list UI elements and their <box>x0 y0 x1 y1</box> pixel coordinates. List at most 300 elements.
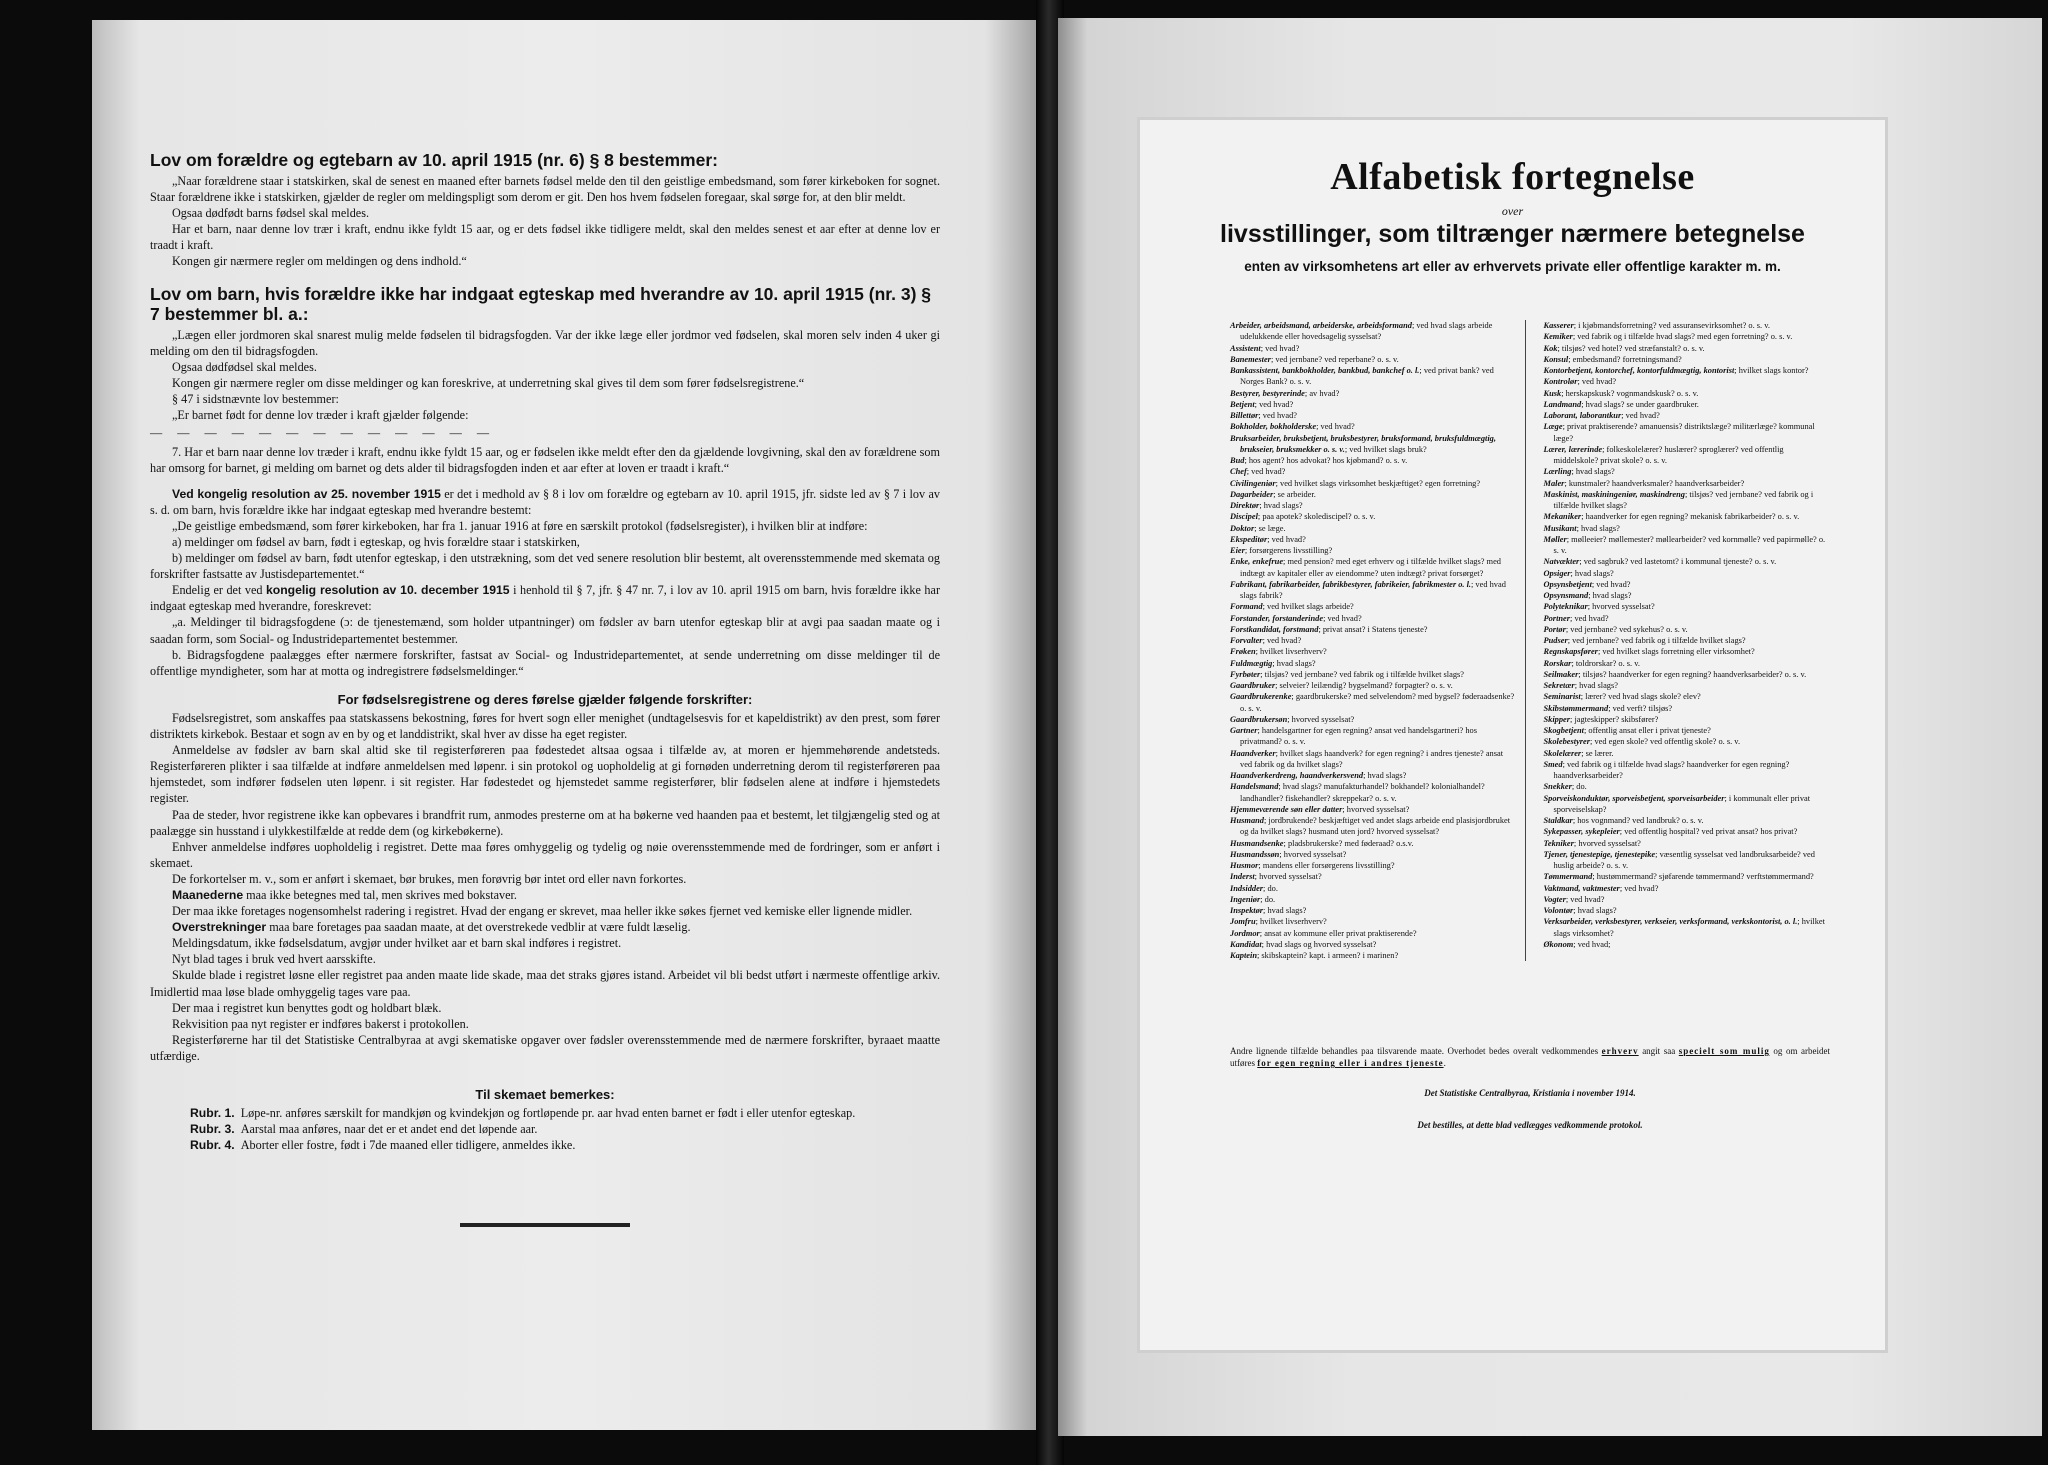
occupation-term: Vaktmand, vaktmester <box>1543 883 1620 893</box>
occupation-entry <box>1230 883 1517 894</box>
occupation-entry <box>1230 511 1517 522</box>
occupation-note: ; handelsgartner for egen regning? ansat ved handelsgartneri? hos privatmand? o. s. v. <box>1240 726 1477 747</box>
occupation-note: ; ved hvad? <box>1323 613 1362 623</box>
paragraph-text: i henhold til § 7, jfr. § 47 nr. 7, i lov av 10. april 1915 om barn, hvis forældre ikke har indgaat egteskap med hverandre, foreskrevet: <box>150 583 940 614</box>
rubric-text: Aarstal maa anføres, naar det er et andet end det løpende aar. <box>240 1122 538 1137</box>
sheet-signature: Det Statistiske Centralbyraa, Kristiania i november 1914. <box>1424 1088 1636 1098</box>
paragraph: Rekvisition paa nyt register er indføres bakerst i protokollen. <box>172 1016 469 1031</box>
heading-law-1: Lov om forældre og egtebarn av 10. april 1915 (nr. 6) § 8 bestemmer: <box>150 150 718 170</box>
occupation-entry <box>1544 691 1831 702</box>
occupation-term: Polyteknikar <box>1543 602 1588 612</box>
occupation-term: Skibstømmermand <box>1543 703 1609 713</box>
occupation-entry <box>1544 725 1831 736</box>
paragraph: Registerførerne har til det Statistiske Centralbyraa at avgi skematiske opgaver over fødsler overensstemmende med de nærmere forskrifter, byraaet maatte utfærdige. <box>150 1032 940 1063</box>
occupation-entry <box>1544 849 1831 872</box>
occupation-note: ; forsørgerens livsstilling? <box>1244 546 1333 555</box>
occupation-term: Betjent <box>1230 399 1255 409</box>
occupation-entry <box>1230 916 1517 927</box>
occupation-entry <box>1230 624 1517 635</box>
occupation-entry <box>1544 343 1831 354</box>
occupation-note: ; privat ansat? i Statens tjeneste? <box>1318 624 1428 634</box>
occupation-term: Læge <box>1543 422 1563 432</box>
occupation-note: ; ved verft? tilsjøs? <box>1608 703 1673 713</box>
occupation-term: Inderst <box>1230 872 1255 882</box>
occupation-note: ; ved hvad? <box>1621 411 1660 420</box>
sheet-note: Det bestilles, at dette blad vedlægges vedkommende protokol. <box>1417 1120 1643 1130</box>
occupation-entry <box>1544 669 1831 680</box>
paragraph-text: Endelig er det ved <box>172 583 266 598</box>
section-heading: For fødselsregistrene og deres førelse gjælder følgende forskrifter: <box>337 691 753 707</box>
occupation-entry <box>1544 680 1831 691</box>
occupation-note: ; privat praktiserende? amanuensis? distriktslæge? militærlæge? kommunal læge? <box>1553 422 1815 443</box>
occupation-note: ; lærer? ved hvad slags skole? elev? <box>1580 692 1701 702</box>
occupation-note: ; mølleeier? møllemester? møllearbeider? ved kornmølle? ved papirmølle? o. s. v. <box>1553 534 1826 555</box>
occupation-note: ; ved hvad? <box>1591 579 1631 589</box>
occupation-note: ; hvad slags? <box>1272 658 1316 668</box>
occupation-note: ; folkeskolelærer? huslærer? sproglærer? ved offentlig middelskole? privat skole? o. s. v. <box>1553 444 1784 465</box>
occupation-entry <box>1544 635 1831 646</box>
occupation-term: Dagarbeider <box>1230 489 1274 499</box>
occupation-note: ; mandens eller forsørgerens livsstilling? <box>1258 861 1395 870</box>
occupation-note: ; hos vognmand? ved landbruk? o. s. v. <box>1572 816 1704 825</box>
occupation-term: Fuldmægtig <box>1230 658 1273 668</box>
heading-law-2: Lov om barn, hvis forældre ikke har indgaat egteskap med hverandre av 10. april 1915 (nr. 3) § 7 bestemmer bl. a.: <box>150 283 931 325</box>
paragraph: Kongen gir nærmere regler om meldingen og dens indhold.“ <box>172 254 467 269</box>
occupation-term: Kandidat <box>1230 939 1262 949</box>
occupation-note: ; ved hvilket slags bruk? <box>1344 444 1427 454</box>
occupation-note: ; hvad slags? manufakturhandel? bokhandel? kolonialhandel? landhandler? fiskehandler? skreppekar? o. s. v. <box>1240 782 1485 803</box>
occupation-entry <box>1230 613 1517 624</box>
occupation-entry <box>1544 478 1831 489</box>
list-item-b: b. Bidragsfogdene paalægges efter nærmere forskrifter, fastsat av Social- og Industridepartementet, at sende underretning om disse meldinger til de offentlige myndigheter, som har at motta og indregistrere fødselsmeldinger.“ <box>150 647 940 678</box>
occupation-entry <box>1230 691 1517 714</box>
paragraph: Har et barn, naar denne lov trær i kraft, endnu ikke fyldt 15 aar, og er dets fødsel ikke tidligere meldt, skal den meldes senest et aar efter at denne lov er traadt i kraft. <box>150 222 940 253</box>
occupation-term: Discipel <box>1230 512 1258 522</box>
occupation-term: Portør <box>1543 624 1566 634</box>
occupation-term: Forstander, forstanderinde <box>1230 613 1324 623</box>
occupation-term: Kaptein <box>1230 951 1257 960</box>
occupation-note: ; hvorved sysselsat? <box>1287 714 1355 724</box>
occupation-note: ; ved jernbane? ved sykehus? o. s. v. <box>1565 624 1688 634</box>
occupation-entry <box>1230 860 1517 871</box>
occupation-note: ; paa apotek? skolediscipel? o. s. v. <box>1257 512 1376 522</box>
occupation-entry <box>1544 365 1831 376</box>
occupation-term: Handelsmand <box>1230 782 1279 792</box>
occupation-note: ; ved jernbane? ved reperbane? o. s. v. <box>1270 354 1399 364</box>
paragraph: Enhver anmeldelse indføres uopholdelig i registret. Dette maa føres omhyggelig og tydelig og nøie overensstemmende med de fordringer, som er anført i skemaet. <box>150 839 940 870</box>
occupation-note: ; ved sagbruk? ved lastetomt? i kommunal tjeneste? o. s. v. <box>1579 557 1777 567</box>
occupation-term: Ekspeditør <box>1230 534 1268 544</box>
occupation-note: ; ved hvad? <box>1570 613 1609 623</box>
occupation-entry <box>1230 500 1517 511</box>
occupation-entry <box>1544 354 1831 365</box>
occupation-entry <box>1544 579 1831 590</box>
occupation-entry <box>1544 703 1831 714</box>
paragraph: § 47 i sidstnævnte lov bestemmer: <box>172 392 339 407</box>
occupation-note: ; tilsjøs? ved jernbane? ved fabrik og i tilfælde hvilket slags? <box>1260 669 1464 679</box>
occupation-term: Chef <box>1230 467 1247 477</box>
occupation-note: ; se læge. <box>1254 523 1286 533</box>
rubric-list <box>150 1105 940 1153</box>
occupation-note: ; se lærer. <box>1581 748 1614 758</box>
occupation-note: ; ved hvad? <box>1254 399 1294 409</box>
occupation-term: Forvalter <box>1230 636 1263 645</box>
occupation-note: ; ved hvad? <box>1267 534 1306 544</box>
occupation-entry <box>1544 871 1831 882</box>
foot-text: Andre lignende tilfælde behandles paa tilsvarende maate. Overhodet bedes overalt vedkommendes <box>1230 1046 1602 1056</box>
occupation-term: Lærling <box>1543 467 1572 477</box>
occupation-entry <box>1230 838 1517 849</box>
occupation-entry <box>1230 556 1517 579</box>
foot-text: angit saa <box>1638 1046 1679 1056</box>
occupation-term: Direktør <box>1230 501 1260 510</box>
occupation-entry <box>1544 590 1831 601</box>
occupation-term: Bruksarbeider, bruksbetjent, bruksbestyrer, bruksformand, bruksfuldmægtig, brukseier, bruksmekker o. s. v. <box>1230 433 1496 454</box>
occupation-note: ; hustømmermand? sjøfarende tømmermand? verftstømmermand? <box>1592 872 1814 882</box>
occupation-entry <box>1230 905 1517 916</box>
occupation-note: ; ved hvad? <box>1246 467 1286 477</box>
occupation-entry <box>1544 748 1831 759</box>
foot-text: . <box>1443 1058 1446 1069</box>
occupation-term: Haandverker <box>1230 748 1276 758</box>
occupation-term: Sykepasser, sykepleier <box>1543 827 1620 837</box>
occupation-column-right <box>1544 320 1831 961</box>
occupation-entry <box>1230 669 1517 680</box>
rubric-item <box>150 1105 940 1121</box>
occupation-note: ; ved hvad? <box>1260 343 1300 353</box>
occupation-note: ; hvad slags? <box>1363 771 1407 780</box>
occupation-note: ; hvorved sysselsat? <box>1279 849 1347 859</box>
occupation-term: Konsul <box>1543 354 1569 364</box>
occupation-note: ; hvilket slags virksomhet? <box>1553 917 1825 938</box>
occupation-note: ; hvorved sysselsat? <box>1254 872 1322 882</box>
paragraph-text: maa bare foretages paa saadan maate, at det overstrekede vedblir at være fuldt læselig. <box>266 920 691 935</box>
inserted-sheet <box>1140 120 1885 1350</box>
occupation-term: Forstkandidat, forstmand <box>1230 624 1319 634</box>
occupation-term: Økonom <box>1543 939 1574 949</box>
occupation-term: Haandverkerdreng, haandverkersvend <box>1230 771 1364 780</box>
occupation-entry <box>1544 613 1831 624</box>
occupation-entry <box>1230 354 1517 365</box>
occupation-entry <box>1230 939 1517 950</box>
occupation-entry <box>1544 916 1831 939</box>
occupation-entry <box>1544 826 1831 837</box>
occupation-entry <box>1544 793 1831 816</box>
occupation-term: Doktor <box>1230 523 1255 533</box>
occupation-entry <box>1230 545 1517 556</box>
occupation-term: Regnskapsfører <box>1543 647 1598 657</box>
occupation-term: Snekker <box>1543 782 1572 792</box>
occupation-term: Bankassistent, bankbokholder, bankbud, bankchef o. l. <box>1230 366 1420 375</box>
occupation-term: Fabrikant, fabrikarbeider, fabrikbestyrer, fabrikeier, fabrikmester o. l. <box>1230 579 1472 589</box>
occupation-entry <box>1544 883 1831 894</box>
occupation-entry <box>1230 928 1517 939</box>
occupation-note: ; hvad slags? <box>1259 501 1303 510</box>
occupation-term: Jomfru <box>1230 917 1256 927</box>
occupation-entry <box>1230 950 1517 961</box>
occupation-note: ; herskapskusk? vognmandskusk? o. s. v. <box>1561 388 1699 398</box>
occupation-entry <box>1230 635 1517 646</box>
occupation-note: ; jordbrukende? beskjæftiget ved andet slags arbeide end plasisjordbruket og da hvilket slags? husmand uten jord? hvorved sysselsat? <box>1240 816 1511 837</box>
occupation-note: ; tilsjøs? haandverker for egen regning? haandverksarbeider? o. s. v. <box>1578 669 1807 679</box>
sheet-subtitle-2: enten av virksomhetens art eller av erhvervets private eller offentlige karakter m. m. <box>1244 259 1781 274</box>
occupation-note: ; do. <box>1263 883 1278 893</box>
occupation-entry <box>1230 601 1517 612</box>
occupation-term: Smed <box>1543 759 1563 769</box>
occupation-entry <box>1544 714 1831 725</box>
occupation-note: ; ved fabrik og i tilfælde hvad slags? haandverker for egen regning? haandverksarbeider? <box>1553 759 1790 780</box>
occupation-entry <box>1544 658 1831 669</box>
paragraph: Meldingsdatum, ikke fødselsdatum, avgjør under hvilket aar et barn skal indføres i registret. <box>172 936 622 951</box>
occupation-term: Kemiker <box>1543 332 1573 342</box>
occupation-entry <box>1230 579 1517 602</box>
occupation-column-left <box>1230 320 1526 961</box>
paragraph: Der maa i registret kun benyttes godt og holdbart blæk. <box>172 1000 442 1015</box>
rubric-label: Rubr. 3. <box>190 1122 235 1137</box>
paragraph: 7. Har et barn naar denne lov træder i kraft, endnu ikke fyldt 15 aar, og er fødselen ikke meldt efter den da gjældende lovgivning, skal den av forældrene som har omsorg for barnet, gi melding om barnet og dets alder til bidragsfogden inden et aar efter at loven er traadt i kraft.“ <box>150 444 940 475</box>
occupation-term: Ingeniør <box>1230 894 1261 904</box>
occupation-note: ; hvad slags? <box>1570 568 1614 578</box>
bold-lead: kongelig resolution av 10. december 1915 <box>266 583 510 598</box>
paragraph: Fødselsregistret, som anskaffes paa statskassens bekostning, føres for hvert sogn eller menighet (undtagelsesvis for et kapeldistrikt) av den prest, som fører distriktets kirkebok. Bestaar et sogn av en by og et landdistrikt, skal hver av disse ha eget register. <box>150 710 940 742</box>
occupation-term: Skolelærer <box>1543 748 1582 758</box>
foot-text: og om arbeidet utføres <box>1230 1046 1830 1069</box>
occupation-term: Møller <box>1543 534 1567 544</box>
occupation-entry <box>1544 568 1831 579</box>
occupation-note: ; tilsjøs? ved hotel? ved stræfanstalt? o. s. v. <box>1557 343 1705 353</box>
occupation-term: Gaardbrukerenke <box>1230 692 1292 702</box>
paragraph <box>150 919 940 935</box>
paragraph-resolution-1 <box>150 486 940 518</box>
occupation-entry <box>1544 781 1831 792</box>
occupation-term: Opsiger <box>1543 568 1571 578</box>
occupation-note: ; ved hvad slags fabrik? <box>1240 579 1506 600</box>
occupation-term: Sporveiskonduktør, sporveisbetjent, sporveisarbeider <box>1543 793 1725 803</box>
occupation-note: ; ved hvad? <box>1619 883 1659 893</box>
occupation-entry <box>1230 781 1517 804</box>
occupation-note: ; hvad slags? <box>1573 906 1617 915</box>
occupation-term: Assistent <box>1230 343 1261 353</box>
occupation-note: ; ved egen skole? ved offentlig skole? o. s. v. <box>1590 737 1741 747</box>
sheet-subtitle: livsstillinger, som tiltrænger nærmere betegnelse <box>1220 220 1805 248</box>
occupation-term: Skogbetjent <box>1543 726 1584 735</box>
paragraph: „Lægen eller jordmoren skal snarest mulig melde fødselen til bidragsfogden. Var der ikke læge eller jordmor ved fødselen, skal moren selv inden 4 uker gi melding om den til bidragsfogden. <box>150 327 940 358</box>
occupation-entry <box>1230 365 1517 388</box>
paragraph: „De geistlige embedsmænd, som fører kirkeboken, har fra 1. januar 1916 at føre en særskilt protokol (fødselsregister), i hvilken blir at indføre: <box>172 518 868 533</box>
occupation-entry <box>1544 388 1831 399</box>
occupation-note: ; ved hvilket slags forretning eller virksomhet? <box>1597 647 1755 657</box>
occupation-term: Maler <box>1543 478 1565 488</box>
occupation-note: ; hvilket slags kontor? <box>1734 366 1809 375</box>
occupation-note: ; se arbeider. <box>1273 489 1316 499</box>
occupation-note: ; ved hvad slags arbeide udelukkende eller hovedsagelig sysselsat? <box>1240 321 1493 342</box>
occupation-term: Gartner <box>1230 726 1258 735</box>
occupation-term: Tekniker <box>1543 838 1574 848</box>
divider-bar <box>460 1223 630 1227</box>
occupation-note: ; ved hvad? <box>1316 422 1355 432</box>
occupation-note: ; hvad slags? <box>1263 906 1307 915</box>
foot-emph: for egen regning eller i andres tjeneste <box>1257 1058 1444 1069</box>
occupation-entry <box>1230 455 1517 466</box>
occupation-term: Civilingeniør <box>1230 478 1276 488</box>
occupation-entry <box>1230 343 1517 354</box>
occupation-term: Seminarist <box>1543 692 1581 702</box>
paragraph: Nyt blad tages i bruk ved hvert aarsskifte. <box>172 952 376 967</box>
occupation-entry <box>1544 534 1831 557</box>
occupation-entry <box>1544 523 1831 534</box>
occupation-term: Kok <box>1543 343 1558 353</box>
occupation-entry <box>1544 601 1831 612</box>
paragraph: Kongen gir nærmere regler om disse meldinger og kan foreskrive, at underretning skal gives til dem som fører fødselsregistrene.“ <box>172 376 805 391</box>
occupation-entry <box>1544 939 1831 950</box>
occupation-note: ; hvilket livserhverv? <box>1255 917 1327 927</box>
occupation-note: ; ved hvilket slags virksomhet beskjæftiget? egen forretning? <box>1275 478 1481 488</box>
occupation-term: Laborant, laborantkur <box>1543 411 1622 420</box>
occupation-term: Portner <box>1543 613 1571 623</box>
occupation-term: Kasserer <box>1543 321 1574 330</box>
occupation-entry <box>1230 489 1517 500</box>
occupation-entry <box>1230 320 1517 343</box>
occupation-entry <box>1230 804 1517 815</box>
occupation-entry <box>1230 399 1517 410</box>
occupation-note: ; hvorved sysselsat? <box>1342 804 1410 814</box>
occupation-entry <box>1230 815 1517 838</box>
rubric-text: Løpe-nr. anføres særskilt for mandkjøn og kvindekjøn og fortløpende pr. aar hvad enten barnet er født i eller utenfor egteskap. <box>240 1106 856 1121</box>
occupation-note: ; ved hvad; <box>1573 939 1611 949</box>
occupation-term: Landmand <box>1543 399 1582 409</box>
occupation-note: ; ved hvad? <box>1577 377 1617 387</box>
sheet-over: over <box>1501 204 1524 218</box>
occupation-term: Rorskar <box>1543 658 1572 668</box>
occupation-term: Gaardbruker <box>1230 681 1276 690</box>
occupation-entry <box>1230 680 1517 691</box>
occupation-entry <box>1544 736 1831 747</box>
paragraph: „Er barnet født for denne lov træder i kraft gjælder følgende: <box>172 408 469 423</box>
occupation-entry <box>1230 646 1517 657</box>
occupation-term: Tømmermand <box>1543 872 1593 882</box>
bold-lead: Overstrekninger <box>172 920 267 935</box>
occupation-term: Mekaniker <box>1543 512 1582 522</box>
occupation-entry <box>1544 894 1831 905</box>
occupation-term: Inspektør <box>1230 906 1264 915</box>
occupation-note: ; tilsjøs? ved jernbane? ved fabrik og i tilfælde hvilket slags? <box>1553 489 1814 510</box>
occupation-note: ; ved hvad? <box>1262 636 1302 645</box>
occupation-entry <box>1544 444 1831 467</box>
occupation-term: Lærer, lærerinde <box>1543 444 1603 454</box>
occupation-entry <box>1544 399 1831 410</box>
occupation-entry <box>1230 466 1517 477</box>
occupation-note: ; i kommunalt eller privat sporveiselskap? <box>1553 793 1811 814</box>
occupation-entry <box>1544 410 1831 421</box>
occupation-entry <box>1544 646 1831 657</box>
occupation-term: Bestyrer, bestyrerinde <box>1230 388 1305 398</box>
occupation-note: ; av hvad? <box>1304 388 1340 398</box>
paragraph: De forkortelser m. v., som er anført i skemaet, bør brukes, men forøvrig bør intet ord eller navn forkortes. <box>172 871 687 886</box>
rubric-item <box>150 1121 940 1137</box>
occupation-note: ; ved hvilket slags arbeide? <box>1262 602 1354 612</box>
paragraph: Anmeldelse av fødsler av barn skal altid ske til registerføreren paa fødestedet altsaa ogsaa i tilfælde av, at moren er hjemmehørende andetsteds. Registerføreren plikter i saa tilfælde at indføre anmeldelsen med løpenr. i sin protokol og uopholdelig at gi fornøden underretning derom til registerføreren paa hjemstedet, som indfører fødselen uten løpenr. i sit register. Har fødestedet og hjemstedet samme registerfører, blir fødselen alene at indføre i hjemstedets register. <box>150 743 940 806</box>
rubric-label: Rubr. 4. <box>190 1138 235 1153</box>
occupation-entry <box>1544 320 1831 331</box>
occupation-note: ; hvad slags? <box>1576 523 1620 533</box>
occupation-note: ; hvad slags? <box>1574 681 1618 690</box>
occupation-entry <box>1544 489 1831 512</box>
occupation-note: ; skibskaptein? kapt. i armeen? i marinen? <box>1257 951 1399 960</box>
sheet-title: Alfabetisk fortegnelse <box>1330 156 1695 198</box>
occupation-term: Husmand <box>1230 816 1264 825</box>
occupation-note: ; væsentlig sysselsat ved landbruksarbeide? ved huslig arbeide? o. s. v. <box>1553 849 1815 870</box>
occupation-entry <box>1230 894 1517 905</box>
occupation-entry <box>1544 466 1831 477</box>
occupation-term: Banemester <box>1230 354 1271 364</box>
rubric-label: Rubr. 1. <box>190 1106 235 1121</box>
occupation-term: Kontrolør <box>1543 377 1578 387</box>
dash-separator: — — — — — — — — — — — — — <box>150 426 495 441</box>
occupation-term: Kusk <box>1543 388 1562 398</box>
occupation-note: ; pladsbrukerske? med føderaad? o.s.v. <box>1283 838 1414 848</box>
occupation-entry <box>1230 770 1517 781</box>
occupation-term: Jordmor <box>1230 928 1260 938</box>
occupation-entry <box>1230 421 1517 432</box>
occupation-note: ; haandverker for egen regning? mekanisk fabrikarbeider? o. s. v. <box>1581 512 1800 522</box>
occupation-term: Seilmaker <box>1543 669 1579 679</box>
occupation-entry <box>1230 871 1517 882</box>
occupation-note: ; ved hvad? <box>1565 894 1605 904</box>
occupation-note: ; toldrorskar? o. s. v. <box>1571 658 1640 668</box>
paragraph-resolution-2 <box>150 582 940 614</box>
occupation-note: ; hvad slags og hvorved sysselsat? <box>1261 939 1377 949</box>
occupation-entry <box>1544 759 1831 782</box>
occupation-term: Formand <box>1230 602 1263 612</box>
occupation-note: ; hos agent? hos advokat? hos kjøbmand? o. s. v. <box>1244 456 1408 465</box>
occupation-note: ; kunstmaler? haandverksmaler? haandverksarbeider? <box>1564 478 1745 488</box>
occupation-note: ; i kjøbmandsforretning? ved assuransevirksomhet? o. s. v. <box>1573 321 1770 330</box>
occupation-term: Hjemmeværende søn eller datter <box>1230 804 1343 814</box>
occupation-entry <box>1544 511 1831 522</box>
occupation-term: Volontør <box>1543 906 1574 915</box>
list-item-b: b) meldinger om fødsel av barn, født utenfor egteskap, i den utstrækning, som det ved senere resolution blir bestemt, alt overensstemmende med skemata og forskrifter fastsatte av Justisdepartementet.“ <box>150 551 940 582</box>
occupation-note: ; hvilket livserhverv? <box>1255 647 1327 657</box>
occupation-term: Maskinist, maskiningeniør, maskindreng <box>1543 489 1685 499</box>
occupation-entry <box>1230 748 1517 771</box>
occupation-entry <box>1544 376 1831 387</box>
occupation-term: Bokholder, bokholderske <box>1230 422 1317 432</box>
occupation-term: Staldkar <box>1543 816 1573 825</box>
occupation-entry <box>1544 815 1831 826</box>
occupation-term: Gaardbrukersøn <box>1230 714 1288 724</box>
occupation-note: ; jagteskipper? skibsfører? <box>1570 714 1659 724</box>
occupation-note: ; ansat av kommune eller privat praktiserende? <box>1259 928 1417 938</box>
occupation-entry <box>1544 624 1831 635</box>
occupation-term: Tjener, tjenestepige, tjenestepike <box>1543 849 1656 859</box>
occupation-note: ; do. <box>1260 894 1276 904</box>
occupation-term: Enke, enkefrue <box>1230 557 1284 567</box>
occupation-term: Kontorbetjent, kontorchef, kontorfuldmægtig, kontorist <box>1543 366 1735 375</box>
occupation-entry <box>1230 388 1517 399</box>
foot-emph: erhverv <box>1601 1046 1639 1056</box>
occupation-term: Verksarbeider, verksbestyrer, verkseier, verksformand, verkskontorist, o. l. <box>1543 917 1798 927</box>
occupation-note: ; do. <box>1571 782 1587 792</box>
paragraph: Der maa ikke foretages nogensomhelst radering i registret. Hvad der engang er skrevet, maa heller ikke søkes fjernet ved kemiske eller lignende midler. <box>172 904 913 919</box>
occupation-entry <box>1230 714 1517 725</box>
occupation-term: Fyrbøter <box>1230 669 1261 679</box>
occupation-note: ; ved fabrik og i tilfælde hvad slags? med egen forretning? o. s. v. <box>1572 332 1793 342</box>
paragraph: Skulde blade i registret løsne eller registret paa anden maate lide skade, maa det straks gjøres istand. Arbeidet vil bli bedst utført i nærmeste offentlige arkiv. Imidlertid maa løse blade omhyggelig tages vare paa. <box>150 968 940 999</box>
list-item-a: „a. Meldinger til bidragsfogdene (ɔ: de tjenestemænd, som holder utpantninger) om fødsler av barn utenfor egteskap blir at avgi paa saadan maate og i saadan form, som Social- og Industridepartementet bestemmer. <box>150 615 940 646</box>
foot-emph: specielt som mulig <box>1678 1046 1770 1056</box>
occupation-note: ; hvad slags? se under gaardbruker. <box>1581 399 1699 409</box>
occupation-note: ; ved jernbane? ved fabrik og i tilfælde hvilket slags? <box>1567 636 1746 645</box>
